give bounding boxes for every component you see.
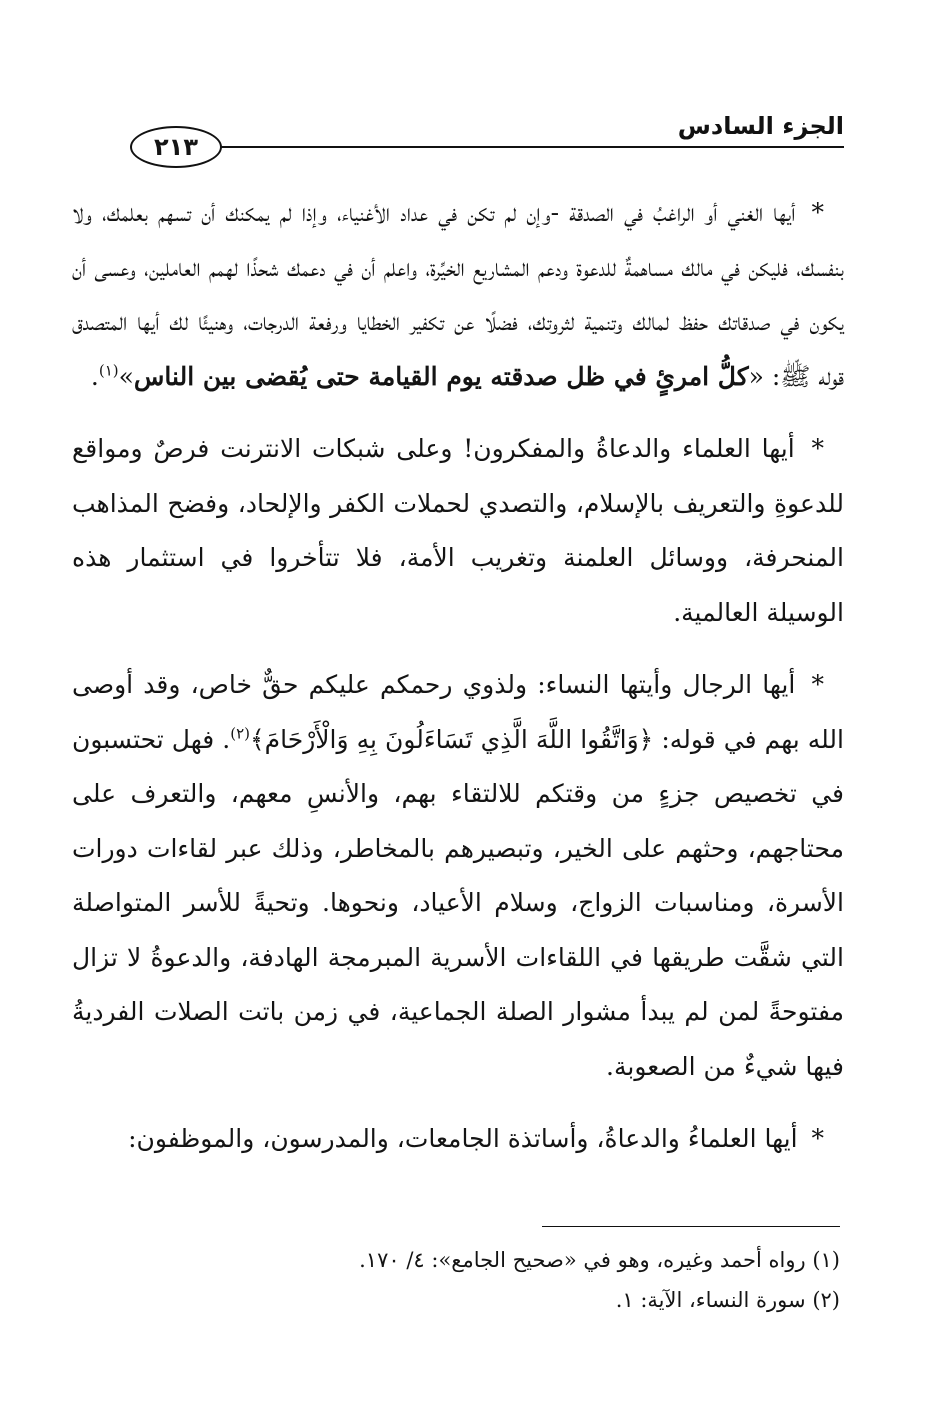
footnote-ref-1[interactable]: (١) [98,361,119,380]
star-bullet-icon: * [811,1124,824,1153]
star-bullet-icon: * [811,198,824,227]
page-number: ٢١٣ [130,126,222,168]
quote-close: » [118,361,134,391]
paragraph-end: . [90,361,99,391]
star-bullet-icon: * [811,434,824,463]
chapter-title: الجزء السادس [677,112,844,140]
hadith-quote: كلُّ امرئٍ في ظل صدقته يوم القيامة حتى يُقضى بين الناس [133,361,749,391]
footnote-mark: (١) [812,1248,840,1272]
footnotes [120,1240,840,1320]
page-body [72,186,844,1185]
footnote-text: رواه أحمد وغيره، وهو في «صحيح الجامع»: ٤/ ١٧٠. [359,1248,806,1272]
footnote-mark: (٢) [812,1288,840,1312]
footnote-2 [120,1280,840,1320]
footnote-ref-2[interactable]: (٢) [230,724,250,743]
footnote-1 [120,1240,840,1280]
paragraph-text: أيها العلماءُ والدعاةُ، وأساتذة الجامعات، والمدرسون، والموظفون: [128,1124,798,1153]
footnote-separator [542,1226,840,1227]
header-rule [218,146,844,148]
paragraph-kinship [72,658,844,1094]
paragraph-internet [72,422,844,640]
paragraph-text-cont: . فهل تحتسبون في تخصيص جزءٍ من وقتكم للالتقاء بهم، والأنسِ معهم، والتعرف على محتاجهم، وحثهم على الخير، وتبصيرهم بالمخاطر، وذلك عبر لقاءات دورات الأسرة، ومناسبات الزواج، وسلام الأعياد، ونحوها. وتحيةً للأسر المتواصلة التي شقَّت طريقها في اللقاءات الأسرية المبرمجة الهادفة، والدعوةُ لا تزال مفتوحةً لمن لم يبدأ مشوار الصلة الجماعية، في زمن باتت الصلات الفرديةُ فيها شيءٌ من الصعوبة. [72,724,844,1081]
paragraph-scholars [72,1112,844,1167]
paragraph-text: أيها الغني أو الراغبُ في الصدقة -وإن لم تكن في عداد الأغنياء، وإذا لم يمكنك أن تسهم بعلمك، ولا بنفسك، فليكن في مالك مساهمةٌ للدعوة ودعم المشاريع الخيِّرة، واعلم أن في دعمك شحذًا لهمم العاملين، وعسى أن يكون في صدقاتك حفظ لمالك وتنمية لثروتك، فضلًا عن تكفير الخطايا ورفعة الدرجات، وهنيئًا لك أيها المتصدق قوله ﷺ: « [72,198,844,391]
page-header [78,100,844,164]
paragraph-charity [72,186,844,404]
paragraph-text: أيها العلماء والدعاةُ والمفكرون! وعلى شبكات الانترنت فرصٌ ومواقع للدعوةِ والتعريف بالإسلام، والتصدي لحملات الكفر والإلحاد، وفضح المذاهب المنحرفة، ووسائل العلمنة وتغريب الأمة، فلا تتأخروا في استثمار هذه الوسيلة العالمية. [72,434,844,627]
footnote-text: سورة النساء، الآية: ١. [615,1288,806,1312]
star-bullet-icon: * [811,670,824,699]
paragraph-text: أيها الرجال وأيتها النساء: ولذوي رحمكم عليكم حقٌّ خاص، وقد أوصى الله بهم في قوله: ﴿وَاتَّقُوا اللَّهَ الَّذِي تَسَاءَلُونَ بِهِ وَالْأَرْحَامَ﴾ [72,670,844,754]
